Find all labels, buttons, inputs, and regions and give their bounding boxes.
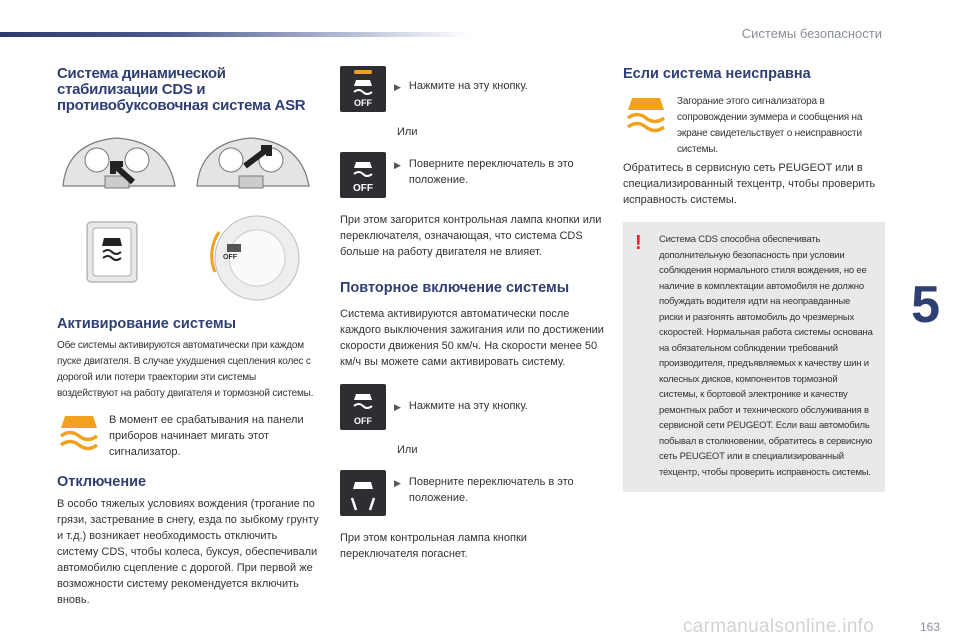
bullet-icon: ▶ — [394, 160, 401, 170]
press-button-text: Нажмите на эту кнопку. — [408, 80, 528, 92]
fault-row — [623, 94, 885, 158]
stability-warning-icon — [57, 412, 101, 452]
bullet-icon: ▶ — [394, 402, 401, 412]
turn-switch-text: Поверните переключатель в это положение. — [408, 158, 574, 186]
warning-box — [623, 222, 885, 492]
dashboard-illustration — [57, 124, 319, 204]
warning-icon: ! — [635, 232, 642, 254]
press-button-text-2: Нажмите на эту кнопку. — [408, 400, 528, 412]
turn-switch-row-2 — [340, 470, 605, 516]
activation-text: Обе системы активируются автоматически при каждом пуске двигателя. В случае ухудшения сцепления колес с дорогой или потери траектории эти системы воздействуют на работу двигателя и тормозной системы. — [57, 340, 314, 399]
off-text: В особо тяжелых условиях вождения (трогание по грязи, застревание в снегу, езда по зыбкому грунту и т.д.) возникает необходимость отключить систему CDS, чтобы колеса, буксуя, обеспечивали автомобилю сцепление с дорогой. При первой же возможности систему рекомендуется включить вновь. — [57, 498, 319, 606]
lamp-off-text: При этом контрольная лампа кнопки переключателя погаснет. — [340, 532, 527, 560]
cds-button-icon: OFF — [340, 384, 386, 430]
reactivation-heading: Повторное включение системы — [340, 280, 570, 296]
stability-fault-icon — [623, 94, 669, 134]
cds-off-switch-icon: OFF — [340, 152, 386, 198]
press-button-row — [340, 66, 605, 112]
page-number: 163 — [919, 620, 940, 634]
bullet-icon: ▶ — [394, 478, 401, 488]
section-title: Системы безопасности — [741, 26, 882, 41]
column-1 — [57, 66, 319, 608]
activation-heading: Активирование системы — [57, 316, 236, 332]
turn-switch-text-2: Поверните переключатель в это положение. — [408, 476, 574, 504]
cds-off-button-icon: OFF — [340, 66, 386, 112]
or-label-2: Или — [397, 444, 418, 456]
knob-off-label: OFF — [223, 254, 237, 261]
column-3 — [623, 66, 885, 492]
controls-illustration — [57, 212, 319, 304]
lamp-on-text: При этом загорится контрольная лампа кнопки или переключателя, означающая, что система CDS больше на работу двигателя не влияет. — [340, 214, 602, 258]
warning-text: Система CDS способна обеспечивать дополнительную безопасность при условии соблюдения нормального стиля вождения, но ее наличие в комплектации автомобиля не должно побуждать водителя идти на неоправданные риски и разгонять автомобиль до чрезмерных скоростей. Нормальная работа системы основана на обязательном соблюдении требований производителя, предъявляемых к качеству шин и колесных дисков, компонентов тормозной системы, к бортовой электронике и качеству ремонтных работ и технического обслуживания в сервисной сети PEUGEOT. Если ваш автомобиль побывал в столкновении, обратитесь в сервисную сеть PEUGEOT или в специализированный техцентр, чтобы проверить исправность системы. — [659, 234, 873, 478]
turn-switch-row — [340, 152, 605, 198]
dashboard-icon — [57, 124, 319, 204]
fault-heading: Если система неисправна — [623, 66, 811, 82]
main-title: Система динамической стабилизации CDS и противобуксовочная система ASR — [57, 65, 306, 114]
off-heading: Отключение — [57, 474, 147, 490]
contact-text: Обратитесь в сервисную сеть PEUGEOT или в специализированный техцентр, чтобы проверить исправность системы. — [623, 162, 876, 206]
reactivation-text: Система активируются автоматически после каждого выключения зажигания или по достижении скорости движения 50 км/ч. На скорости менее 50 км/ч вы можете сами активировать систему. — [340, 308, 604, 368]
watermark: carmanualsonline.info — [683, 616, 875, 637]
fault-text: Загорание этого сигнализатора в сопровождении зуммера и сообщения на экране свидетельствует о неисправности системы. — [677, 96, 863, 155]
header-stripe — [0, 32, 470, 37]
or-label-1: Или — [397, 126, 418, 138]
blink-indicator-row — [57, 412, 319, 460]
blink-text: В момент ее срабатывания на панели приборов начинает мигать этот сигнализатор. — [109, 414, 304, 458]
bullet-icon: ▶ — [394, 82, 401, 92]
chapter-number: 5 — [911, 276, 940, 334]
press-button-row-2 — [340, 384, 605, 430]
controls-icon — [57, 212, 319, 304]
column-2 — [340, 66, 605, 562]
cds-switch-on-icon — [340, 470, 386, 516]
